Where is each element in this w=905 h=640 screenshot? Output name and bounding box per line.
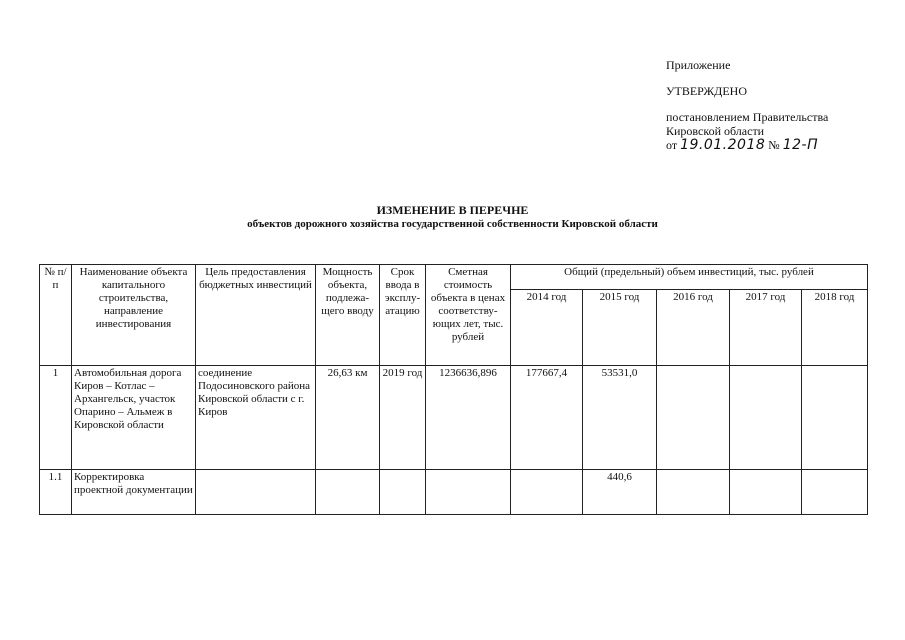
resolution-date-line: [666, 138, 828, 152]
row-goal: соединение Подосиновского района Кировской области с г. Киров: [196, 366, 316, 470]
header-investment-group: Общий (предельный) объем инвестиций, тыс. рублей: [511, 265, 868, 290]
table-row: [40, 366, 868, 470]
row-year-value: [657, 366, 730, 470]
handwritten-number: 12-П: [782, 137, 819, 153]
row-year-value: 440,6: [583, 470, 657, 515]
row-year-value: [511, 470, 583, 515]
row-year-value: 177667,4: [511, 366, 583, 470]
title-subtitle: объектов дорожного хозяйства государственной собственности Кировской области: [247, 218, 658, 230]
header-year: 2016 год: [657, 290, 730, 366]
row-capacity: [316, 470, 380, 515]
document-title: [0, 203, 905, 231]
row-capacity: 26,63 км: [316, 366, 380, 470]
header-name: Наименование объекта капитального строительства, направление инвестирования: [72, 265, 196, 366]
row-year-value: [802, 366, 868, 470]
row-year-value: [657, 470, 730, 515]
header-goal: Цель предоставления бюджетных инвестиций: [196, 265, 316, 366]
row-year-value: 53531,0: [583, 366, 657, 470]
resolution-line-1: постановлением Правительства: [666, 110, 829, 124]
resolution-line-2: Кировской области: [666, 124, 765, 138]
row-cost: 1236636,896: [426, 366, 511, 470]
header-cost: Сметная стоимость объекта в ценах соответству-ющих лет, тыс. рублей: [426, 265, 511, 366]
approval-block: [666, 58, 828, 152]
handwritten-date: 19.01.2018: [680, 137, 766, 153]
title-main: ИЗМЕНЕНИЕ В ПЕРЕЧНЕ: [376, 203, 529, 217]
header-year: 2018 год: [802, 290, 868, 366]
header-term: Срок ввода в эксплу-атацию: [380, 265, 426, 366]
row-goal: [196, 470, 316, 515]
date-prefix: от: [666, 138, 678, 152]
appendix-label: Приложение: [666, 58, 731, 72]
row-cost: [426, 470, 511, 515]
row-year-value: [730, 366, 802, 470]
row-term: 2019 год: [380, 366, 426, 470]
header-num: № п/п: [40, 265, 72, 366]
row-num: 1: [40, 366, 72, 470]
header-year: 2014 год: [511, 290, 583, 366]
number-prefix: №: [768, 138, 780, 152]
row-term: [380, 470, 426, 515]
row-name: Автомобильная дорога Киров – Котлас – Архангельск, участок Опарино – Альмеж в Кировской области: [72, 366, 196, 470]
row-year-value: [802, 470, 868, 515]
header-year: 2017 год: [730, 290, 802, 366]
row-name: Корректировка проектной документации: [72, 470, 196, 515]
approved-label: УТВЕРЖДЕНО: [666, 84, 748, 98]
row-num: 1.1: [40, 470, 72, 515]
row-year-value: [730, 470, 802, 515]
table-row: [40, 470, 868, 515]
table-header-row: [40, 265, 868, 290]
header-capacity: Мощность объекта, подлежа-щего вводу: [316, 265, 380, 366]
investment-table: [39, 264, 868, 515]
header-year: 2015 год: [583, 290, 657, 366]
